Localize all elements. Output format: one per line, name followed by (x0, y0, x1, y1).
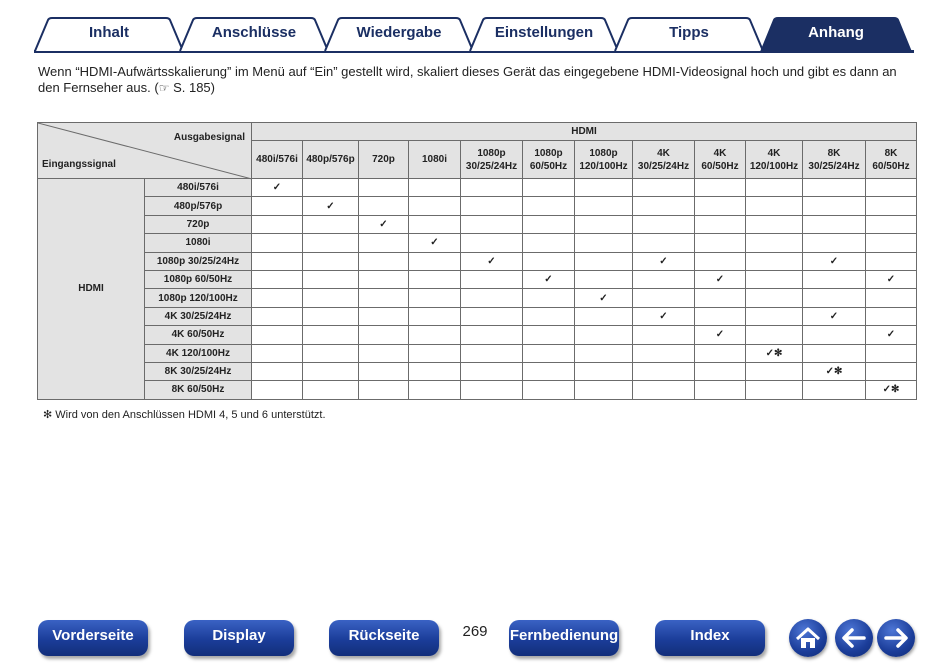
table-cell: ✓✻ (866, 381, 917, 399)
table-cell (803, 270, 866, 288)
table-cell (633, 289, 695, 307)
table-cell (575, 252, 633, 270)
table-cell (523, 326, 575, 344)
table-cell: ✓ (695, 326, 746, 344)
table-cell (803, 215, 866, 233)
table-cell (303, 215, 359, 233)
tab-label: Inhalt (89, 24, 129, 41)
column-header: 1080p 60/50Hz (523, 141, 575, 179)
table-cell (575, 362, 633, 380)
footnote: ✻ Wird von den Anschlüssen HDMI 4, 5 und 6 unterstützt. (43, 409, 326, 421)
table-cell (359, 307, 409, 325)
pointing-hand-icon: ☞ (158, 81, 170, 95)
ruckseite-button[interactable]: Rückseite (329, 620, 439, 656)
intro-paragraph (38, 64, 918, 96)
table-cell (252, 362, 303, 380)
table-cell: ✓ (633, 307, 695, 325)
table-cell (303, 289, 359, 307)
table-cell (303, 381, 359, 399)
table-cell (746, 197, 803, 215)
table-cell (633, 234, 695, 252)
table-cell (575, 270, 633, 288)
output-signal-label: Ausgabesignal (173, 132, 245, 143)
table-cell: ✓ (252, 179, 303, 197)
row-header: 1080p 60/50Hz (145, 270, 252, 288)
table-cell: ✓ (866, 270, 917, 288)
table-cell (523, 307, 575, 325)
table-cell (695, 381, 746, 399)
table-cell (575, 179, 633, 197)
table-cell (746, 234, 803, 252)
table-cell (252, 197, 303, 215)
input-signal-label: Eingangssignal (42, 159, 116, 170)
tab-anschlusse[interactable] (179, 17, 329, 52)
table-cell (746, 270, 803, 288)
table-corner-header (38, 123, 252, 179)
table-cell (575, 381, 633, 399)
row-header: 1080i (145, 234, 252, 252)
table-cell (803, 234, 866, 252)
table-row (38, 179, 917, 197)
table-cell (303, 179, 359, 197)
table-cell (409, 197, 461, 215)
table-cell (359, 326, 409, 344)
intro-text: Wenn “HDMI-Aufwärtsskalierung” im Menü auf “Ein” gestellt wird, skaliert dieses Gerät das eingegebene HDMI-Videosignal hoch und gibt es dann an den Fernseher aus. ( (38, 64, 897, 95)
table-cell (803, 179, 866, 197)
row-header: 4K 60/50Hz (145, 326, 252, 344)
table-cell (695, 289, 746, 307)
row-header: 720p (145, 215, 252, 233)
tab-inhalt[interactable] (34, 17, 184, 52)
table-cell (746, 362, 803, 380)
table-cell (461, 326, 523, 344)
tab-label: Anschlüsse (211, 24, 297, 41)
table-cell (359, 252, 409, 270)
table-cell (252, 344, 303, 362)
table-cell (695, 344, 746, 362)
display-button[interactable]: Display (184, 620, 294, 656)
table-row (38, 289, 917, 307)
table-cell (803, 344, 866, 362)
table-cell (409, 307, 461, 325)
table-cell: ✓ (575, 289, 633, 307)
table-cell (303, 270, 359, 288)
table-cell (303, 307, 359, 325)
table-row (38, 381, 917, 399)
row-header: 480p/576p (145, 197, 252, 215)
fernbedienung-button[interactable]: Fernbedienung (509, 620, 619, 656)
table-cell (695, 362, 746, 380)
table-cell (695, 215, 746, 233)
table-cell (359, 362, 409, 380)
table-cell (633, 197, 695, 215)
table-cell (461, 344, 523, 362)
table-cell: ✓ (523, 270, 575, 288)
table-row (38, 344, 917, 362)
table-cell (575, 344, 633, 362)
table-cell: ✓✻ (746, 344, 803, 362)
column-header: 8K 30/25/24Hz (803, 141, 866, 179)
table-cell (866, 344, 917, 362)
column-header: 1080p 120/100Hz (575, 141, 633, 179)
table-cell (359, 179, 409, 197)
table-cell (575, 307, 633, 325)
table-cell (523, 234, 575, 252)
column-header: 4K 60/50Hz (695, 141, 746, 179)
table-row (38, 215, 917, 233)
table-cell (303, 234, 359, 252)
table-cell (461, 179, 523, 197)
table-cell (633, 215, 695, 233)
table-cell: ✓ (803, 252, 866, 270)
table-cell (252, 215, 303, 233)
table-cell (461, 215, 523, 233)
table-cell (746, 307, 803, 325)
table-cell (252, 307, 303, 325)
table-cell (695, 252, 746, 270)
table-cell (252, 252, 303, 270)
table-cell (303, 344, 359, 362)
table-cell: ✓ (303, 197, 359, 215)
column-header: 8K 60/50Hz (866, 141, 917, 179)
table-cell (359, 289, 409, 307)
tab-einstellungen[interactable] (469, 17, 619, 52)
table-cell (409, 344, 461, 362)
table-cell (252, 270, 303, 288)
table-cell (523, 344, 575, 362)
table-cell (803, 381, 866, 399)
table-row (38, 252, 917, 270)
table-cell (633, 270, 695, 288)
table-cell (633, 381, 695, 399)
upscaling-table (37, 122, 917, 400)
table-cell (746, 381, 803, 399)
table-cell (575, 234, 633, 252)
table-cell (303, 252, 359, 270)
row-header: 8K 60/50Hz (145, 381, 252, 399)
table-cell (409, 362, 461, 380)
table-cell (303, 362, 359, 380)
table-cell (461, 289, 523, 307)
tab-tipps[interactable] (614, 17, 764, 52)
row-header: 4K 30/25/24Hz (145, 307, 252, 325)
arrow-right-icon[interactable] (877, 619, 915, 657)
table-cell: ✓ (633, 252, 695, 270)
table-cell (746, 289, 803, 307)
table-cell (409, 215, 461, 233)
table-cell (523, 381, 575, 399)
table-cell (746, 179, 803, 197)
table-cell: ✓✻ (803, 362, 866, 380)
table-cell (523, 179, 575, 197)
index-button[interactable]: Index (655, 620, 765, 656)
table-body (38, 179, 917, 400)
table-cell (695, 307, 746, 325)
table-row (38, 234, 917, 252)
column-header: 480i/576i (252, 141, 303, 179)
table-cell (633, 362, 695, 380)
column-header: 1080p 30/25/24Hz (461, 141, 523, 179)
table-cell (866, 197, 917, 215)
table-cell (866, 252, 917, 270)
input-group-label: HDMI (38, 179, 145, 400)
row-header: 1080p 120/100Hz (145, 289, 252, 307)
column-header: 4K 30/25/24Hz (633, 141, 695, 179)
table-cell (252, 234, 303, 252)
table-cell (866, 234, 917, 252)
table-cell: ✓ (461, 252, 523, 270)
table-cell (252, 326, 303, 344)
arrow-left-icon[interactable] (835, 619, 873, 657)
column-header: 720p (359, 141, 409, 179)
table-cell: ✓ (359, 215, 409, 233)
table-cell: ✓ (866, 326, 917, 344)
table-cell (633, 179, 695, 197)
table-cell (359, 344, 409, 362)
home-icon[interactable] (789, 619, 827, 657)
row-header: 8K 30/25/24Hz (145, 362, 252, 380)
table-cell (252, 381, 303, 399)
table-cell (803, 326, 866, 344)
page-number: 269 (462, 623, 488, 640)
table-cell (461, 270, 523, 288)
table-row (38, 326, 917, 344)
table-cell (866, 289, 917, 307)
table-cell (523, 362, 575, 380)
row-header: 4K 120/100Hz (145, 344, 252, 362)
table-cell (252, 289, 303, 307)
table-cell (303, 326, 359, 344)
column-header: 1080i (409, 141, 461, 179)
table-row (38, 197, 917, 215)
row-header: 480i/576i (145, 179, 252, 197)
table-cell (359, 197, 409, 215)
table-cell (523, 252, 575, 270)
table-cell (461, 362, 523, 380)
table-cell: ✓ (409, 234, 461, 252)
table-cell (746, 252, 803, 270)
table-cell (803, 197, 866, 215)
table-cell (866, 179, 917, 197)
table-cell (575, 326, 633, 344)
tab-label: Tipps (669, 24, 709, 41)
table-cell (409, 326, 461, 344)
tab-label: Wiedergabe (356, 24, 442, 41)
table-cell (409, 252, 461, 270)
table-cell (866, 307, 917, 325)
table-cell (866, 362, 917, 380)
table-row (38, 270, 917, 288)
table-cell (409, 289, 461, 307)
column-header: 480p/576p (303, 141, 359, 179)
table-cell (461, 307, 523, 325)
row-header: 1080p 30/25/24Hz (145, 252, 252, 270)
table-cell (695, 234, 746, 252)
tab-anhang[interactable] (760, 17, 912, 52)
table-cell (575, 215, 633, 233)
table-cell (803, 289, 866, 307)
table-cell (746, 326, 803, 344)
table-row (38, 307, 917, 325)
tab-label: Einstellungen (494, 24, 594, 41)
table-cell (461, 234, 523, 252)
table-cell (359, 234, 409, 252)
table-cell (523, 289, 575, 307)
table-row (38, 362, 917, 380)
table-cell (695, 179, 746, 197)
table-cell (409, 381, 461, 399)
table-cell (746, 215, 803, 233)
table-cell (523, 215, 575, 233)
output-group-header: HDMI (252, 123, 917, 141)
table-cell (695, 197, 746, 215)
tab-label: Anhang (808, 24, 864, 41)
table-cell: ✓ (803, 307, 866, 325)
tab-wiedergabe[interactable] (324, 17, 474, 52)
table-cell (359, 270, 409, 288)
table-cell (866, 215, 917, 233)
table-cell (575, 197, 633, 215)
table-cell (633, 344, 695, 362)
column-header: 4K 120/100Hz (746, 141, 803, 179)
table-cell (359, 381, 409, 399)
table-cell (523, 197, 575, 215)
table-cell (461, 381, 523, 399)
table-cell (409, 179, 461, 197)
table-cell (633, 326, 695, 344)
vorderseite-button[interactable]: Vorderseite (38, 620, 148, 656)
table-cell (409, 270, 461, 288)
table-cell: ✓ (695, 270, 746, 288)
table-cell (461, 197, 523, 215)
page-reference-link[interactable]: S. 185) (169, 80, 215, 95)
